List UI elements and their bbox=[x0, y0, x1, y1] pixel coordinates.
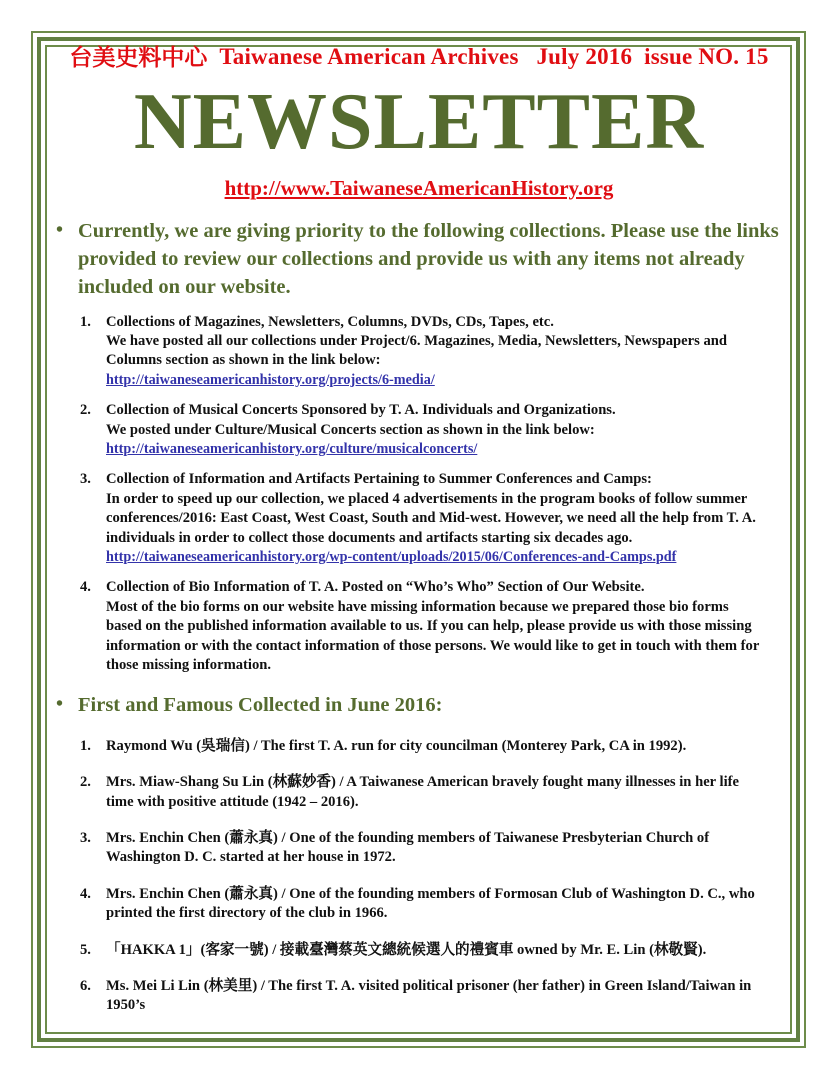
list-item bbox=[68, 578, 790, 675]
list-item-line: Mrs. Miaw-Shang Su Lin (林蘇妙香) / A Taiwanese American bravely fought many illnesses in her life bbox=[106, 774, 739, 791]
list-item-line: We posted under Culture/Musical Concerts section as shown in the link below: bbox=[106, 421, 595, 438]
section-first-and-famous bbox=[48, 691, 790, 1015]
list-item-line: We have posted all our collections under Project/6. Magazines, Media, Newsletters, Newspapers and bbox=[106, 332, 727, 349]
list-item-body bbox=[106, 829, 790, 868]
list-item bbox=[68, 773, 790, 812]
list-item-line: In order to speed up our collection, we placed 4 advertisements in the program books of follow summer bbox=[106, 490, 748, 507]
list-item bbox=[68, 470, 790, 567]
organization-name-english: Taiwanese American Archives bbox=[219, 44, 519, 69]
list-item-body bbox=[106, 977, 790, 1016]
list-item-line: conferences/2016: East Coast, West Coast, South and Mid-west. However, we need all the help from T. A. bbox=[106, 510, 756, 527]
list-item-line: Raymond Wu (吳瑞信) / The first T. A. run for city councilman (Monterey Park, CA in 1992). bbox=[106, 737, 687, 754]
list-item bbox=[68, 941, 790, 960]
list-item-number: 4. bbox=[80, 885, 91, 902]
list-item-line: Most of the bio forms on our website have missing information because we prepared those bio forms bbox=[106, 598, 729, 615]
section-heading-priority-collections bbox=[48, 217, 790, 302]
bullet-icon: • bbox=[56, 218, 64, 241]
list-item bbox=[68, 737, 790, 756]
list-item-number: 4. bbox=[80, 579, 91, 596]
section-heading-text: Currently, we are giving priority to the following collections. Please use the links provided to review our collections and provide us with any items not already included on our website. bbox=[78, 219, 779, 299]
list-item-line: Washington D. C. started at her house in 1972. bbox=[106, 849, 396, 866]
resource-link[interactable] bbox=[106, 372, 435, 388]
page-title: NEWSLETTER bbox=[133, 78, 705, 167]
issue-date: July 2016 bbox=[536, 44, 633, 69]
resource-link[interactable] bbox=[106, 441, 477, 457]
list-item bbox=[68, 977, 790, 1016]
list-item bbox=[68, 885, 790, 924]
section-priority-collections bbox=[48, 217, 790, 676]
resource-link-text: http://taiwaneseamericanhistory.org/culture/musicalconcerts/ bbox=[106, 440, 478, 457]
list-item bbox=[68, 829, 790, 868]
list-item-line: 1950’s bbox=[106, 997, 146, 1014]
list-item-body bbox=[106, 313, 790, 391]
list-item-line: printed the first directory of the club in 1966. bbox=[106, 905, 388, 922]
list-item-body bbox=[106, 401, 790, 459]
list-item-number: 3. bbox=[80, 471, 91, 488]
list-item-line: based on the published information available to us. If you can help, please provide us with those missing bbox=[106, 618, 752, 635]
list-item-line: Collection of Information and Artifacts Pertaining to Summer Conferences and Camps: bbox=[106, 471, 652, 488]
organization-name-chinese: 台美史料中心 bbox=[69, 45, 208, 71]
masthead bbox=[48, 44, 790, 71]
list-item-body bbox=[106, 737, 790, 756]
site-url-link[interactable] bbox=[48, 176, 790, 201]
collections-list bbox=[68, 313, 790, 676]
list-item-number: 2. bbox=[80, 774, 91, 791]
list-item-line: time with positive attitude (1942 – 2016). bbox=[106, 793, 359, 810]
list-item-body bbox=[106, 885, 790, 924]
list-item-line: individuals in order to collect those documents and artifacts starting six decades ago. bbox=[106, 529, 633, 546]
list-item-line: information or with the contact information of those persons. We would like to get in touch with them for bbox=[106, 637, 760, 654]
resource-link[interactable] bbox=[106, 549, 676, 565]
list-item-line: Collection of Musical Concerts Sponsored by T. A. Individuals and Organizations. bbox=[106, 402, 616, 419]
list-item-line: 「HAKKA 1」(客家一號) / 接載臺灣蔡英文總統候選人的禮賓車 owned by Mr. E. Lin (林敬賢). bbox=[106, 941, 707, 958]
list-item-body bbox=[106, 773, 790, 812]
list-item-line: Mrs. Enchin Chen (蕭永真) / One of the founding members of Formosan Club of Washington D. C., who bbox=[106, 885, 755, 902]
resource-link-text: http://taiwaneseamericanhistory.org/projects/6-media/ bbox=[106, 371, 435, 388]
first-and-famous-list bbox=[68, 737, 790, 1016]
list-item-number: 2. bbox=[80, 402, 91, 419]
issue-number: issue NO. 15 bbox=[644, 44, 769, 69]
list-item-line: Collection of Bio Information of T. A. Posted on “Who’s Who” Section of Our Website. bbox=[106, 579, 645, 596]
newsletter-content bbox=[48, 40, 790, 1016]
list-item-body bbox=[106, 941, 790, 960]
section-heading-text: First and Famous Collected in June 2016: bbox=[78, 694, 443, 717]
list-item-line: Mrs. Enchin Chen (蕭永真) / One of the founding members of Taiwanese Presbyterian Church of bbox=[106, 829, 710, 846]
list-item-number: 1. bbox=[80, 313, 91, 330]
list-item-number: 6. bbox=[80, 977, 91, 994]
list-item bbox=[68, 313, 790, 391]
list-item-line: Columns section as shown in the link below: bbox=[106, 352, 381, 369]
list-item-line: those missing information. bbox=[106, 657, 271, 674]
bullet-icon: • bbox=[56, 693, 64, 716]
section-heading-first-and-famous bbox=[48, 691, 790, 719]
list-item-number: 1. bbox=[80, 737, 91, 754]
list-item-number: 5. bbox=[80, 941, 91, 958]
list-item-body bbox=[106, 470, 790, 567]
list-item-body bbox=[106, 578, 790, 675]
list-item-line: Ms. Mei Li Lin (林美里) / The first T. A. visited political prisoner (her father) in Green Island/Taiwan in bbox=[106, 977, 752, 994]
list-item bbox=[68, 401, 790, 459]
resource-link-text: http://taiwaneseamericanhistory.org/wp-content/uploads/2015/06/Conferences-and-Camps.pdf bbox=[106, 549, 677, 565]
list-item-number: 3. bbox=[80, 829, 91, 846]
list-item-line: Collections of Magazines, Newsletters, Columns, DVDs, CDs, Tapes, etc. bbox=[106, 313, 554, 330]
site-url-text: http://www.TaiwaneseAmericanHistory.org bbox=[224, 175, 614, 200]
